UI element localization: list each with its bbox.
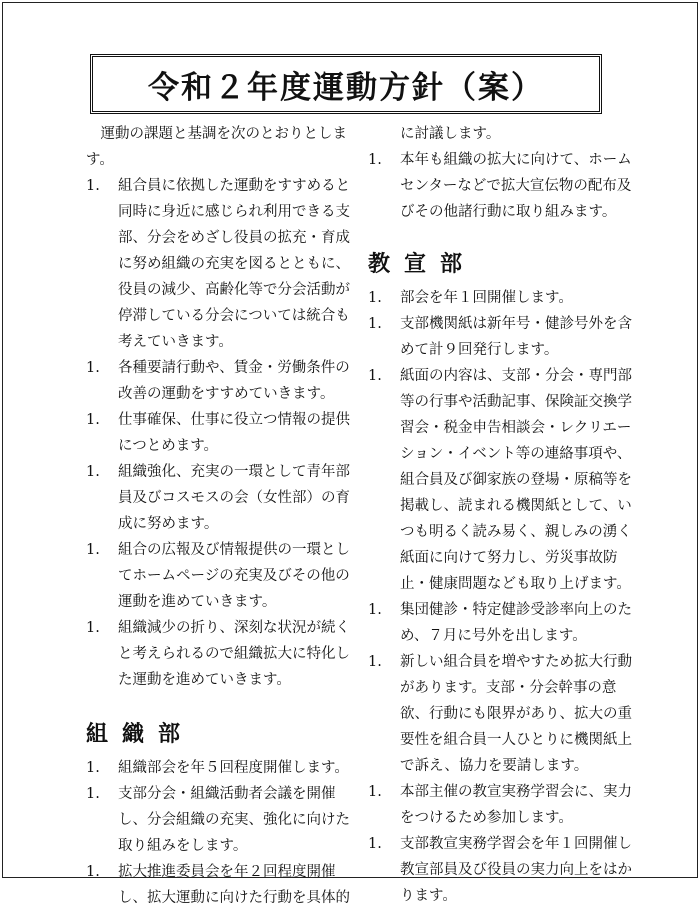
intro-line: す。 — [86, 152, 114, 168]
education-list — [368, 285, 648, 909]
item-number: 1. — [86, 760, 100, 776]
item-line: をつけるため参加します。 — [400, 810, 573, 826]
intro-line: 運動の課題と基調を次のとおりとしま — [100, 126, 347, 142]
list-item — [86, 859, 348, 911]
page-title: 令和２年度運動方針（案） — [148, 69, 544, 106]
item-number: 1. — [368, 836, 382, 852]
item-line: し、分会組織の充実、強化に向けた — [118, 812, 350, 828]
item-number: 1. — [86, 864, 100, 880]
list-item — [368, 285, 648, 311]
item-line: 同時に身近に感じられ利用できる支 — [118, 204, 350, 220]
item-line: し、拡大運動に向けた行動を具体的 — [118, 890, 350, 906]
item-number: 1. — [368, 602, 382, 618]
title-box — [90, 54, 602, 114]
item-line: があります。支部・分会幹事の意 — [400, 680, 617, 696]
item-line: 組織部会を年５回程度開催します。 — [118, 760, 349, 776]
list-item — [368, 147, 648, 225]
item-number: 1. — [86, 620, 100, 636]
item-number: 1. — [86, 542, 100, 558]
item-line: 組合員及び御家族の登場・原稿等を — [400, 472, 632, 488]
item-line: に努め組織の充実を図るとともに、 — [118, 256, 350, 272]
list-item — [86, 173, 351, 355]
item-line: ション・イベント等の連絡事項や、 — [400, 446, 632, 462]
item-line: 要性を組合員一人ひとりに機関紙上 — [400, 732, 632, 748]
policy-list-continued — [368, 147, 648, 225]
policy-list — [86, 173, 351, 693]
item-line: 運動を進めていきます。 — [118, 594, 277, 610]
list-item — [86, 355, 348, 407]
item-line: で訴え、協力を要請します。 — [400, 758, 589, 774]
item-line: 員及びコスモスの会（女性部）の育 — [118, 490, 350, 506]
item-line: 本部主催の教宣実務学習会に、実力 — [400, 784, 632, 800]
item-line: 組織減少の折り、深刻な状況が続く — [118, 620, 350, 636]
item-number: 1. — [368, 654, 382, 670]
item-line: 組合員に依拠した運動をすすめると — [118, 178, 351, 194]
list-item — [368, 363, 648, 597]
list-item — [86, 459, 348, 537]
item-line: 部会を年１回開催します。 — [400, 290, 573, 306]
item-number: 1. — [86, 360, 100, 376]
item-number: 1. — [368, 368, 382, 384]
list-item — [368, 779, 648, 831]
item-line: 教宣部員及び役員の実力向上をはか — [400, 862, 632, 878]
item-line: 成に努めます。 — [118, 516, 219, 532]
item-line: てホームページの充実及びその他の — [118, 568, 350, 584]
item-line: めて計９回発行します。 — [400, 342, 559, 358]
list-item — [86, 407, 348, 459]
item-line: 習会・税金申告相談会・レクリエー — [400, 420, 632, 436]
item-line: め、７月に号外を出します。 — [400, 628, 587, 644]
item-line: 集団健診・特定健診受診率向上のた — [400, 602, 632, 618]
list-item — [368, 831, 648, 909]
list-item — [368, 649, 648, 779]
item-line: 取り組みをします。 — [118, 838, 248, 854]
item-line: 組合の広報及び情報提供の一環とし — [118, 542, 350, 558]
list-item — [368, 311, 648, 363]
item-line: 掲載し、読まれる機関紙として、い — [400, 498, 632, 514]
left-column — [86, 121, 351, 911]
item-line: ります。 — [400, 888, 457, 904]
section-heading-organization: 組織部 — [86, 722, 195, 747]
section-heading-education: 教宣部 — [368, 252, 477, 277]
item-number: 1. — [368, 784, 382, 800]
item-line: 紙面の内容は、支部・分会・専門部 — [400, 368, 632, 384]
item-line: た運動を進めていきます。 — [118, 672, 291, 688]
list-item — [86, 781, 348, 859]
item-line: 改善の運動をすすめていきます。 — [118, 386, 335, 402]
list-item — [86, 537, 348, 615]
item-line: 本年も組織の拡大に向けて、ホーム — [400, 152, 632, 168]
item-line: 止・健康問題なども取り上げます。 — [400, 576, 631, 592]
item-number: 1. — [86, 464, 100, 480]
item-line: 各種要請行動や、賃金・労働条件の — [118, 360, 350, 376]
item-number: 1. — [368, 290, 382, 306]
item-line: 紙面に向けて努力し、労災事故防 — [400, 550, 618, 566]
item-line: 等の行事や活動記事、保険証交換学 — [400, 394, 632, 410]
item-line: 支部機関紙は新年号・健診号外を含 — [400, 316, 632, 332]
item-number: 1. — [86, 178, 100, 194]
item-line: センターなどで拡大宣伝物の配布及 — [400, 178, 632, 194]
item-line: 仕事確保、仕事に役立つ情報の提供 — [118, 412, 350, 428]
item-line: 支部分会・組織活動者会議を開催 — [118, 786, 336, 802]
list-item — [368, 597, 648, 649]
list-item — [86, 755, 348, 781]
item-line: 考えていきます。 — [118, 334, 233, 350]
list-item — [86, 615, 348, 693]
item-line: 部、分会をめざし役員の拡充・育成 — [118, 230, 350, 246]
item-line: 拡大推進委員会を年２回程度開催 — [118, 864, 336, 880]
item-number: 1. — [86, 786, 100, 802]
item-number: 1. — [368, 152, 382, 168]
item-line: 停滞している分会については統合も — [118, 308, 350, 324]
continuation-line: に討議します。 — [400, 126, 501, 142]
item-line: と考えられるので組織拡大に特化し — [118, 646, 350, 662]
organization-list — [86, 755, 348, 911]
item-line: びその他諸行動に取り組みます。 — [400, 204, 617, 220]
item-line: 役員の減少、高齢化等で分会活動が — [118, 282, 350, 298]
item-line: につとめます。 — [118, 438, 219, 454]
item-line: 欲、行動にも限界があり、拡大の重 — [400, 706, 632, 722]
item-line: 組織強化、充実の一環として青年部 — [118, 464, 350, 480]
item-line: 新しい組合員を増やすため拡大行動 — [400, 654, 632, 670]
item-number: 1. — [86, 412, 100, 428]
item-line: つも明るく読み易く、親しみの湧く — [400, 524, 632, 540]
item-number: 1. — [368, 316, 382, 332]
right-column — [368, 121, 648, 909]
item-line: 支部教宣実務学習会を年１回開催し — [400, 836, 632, 852]
